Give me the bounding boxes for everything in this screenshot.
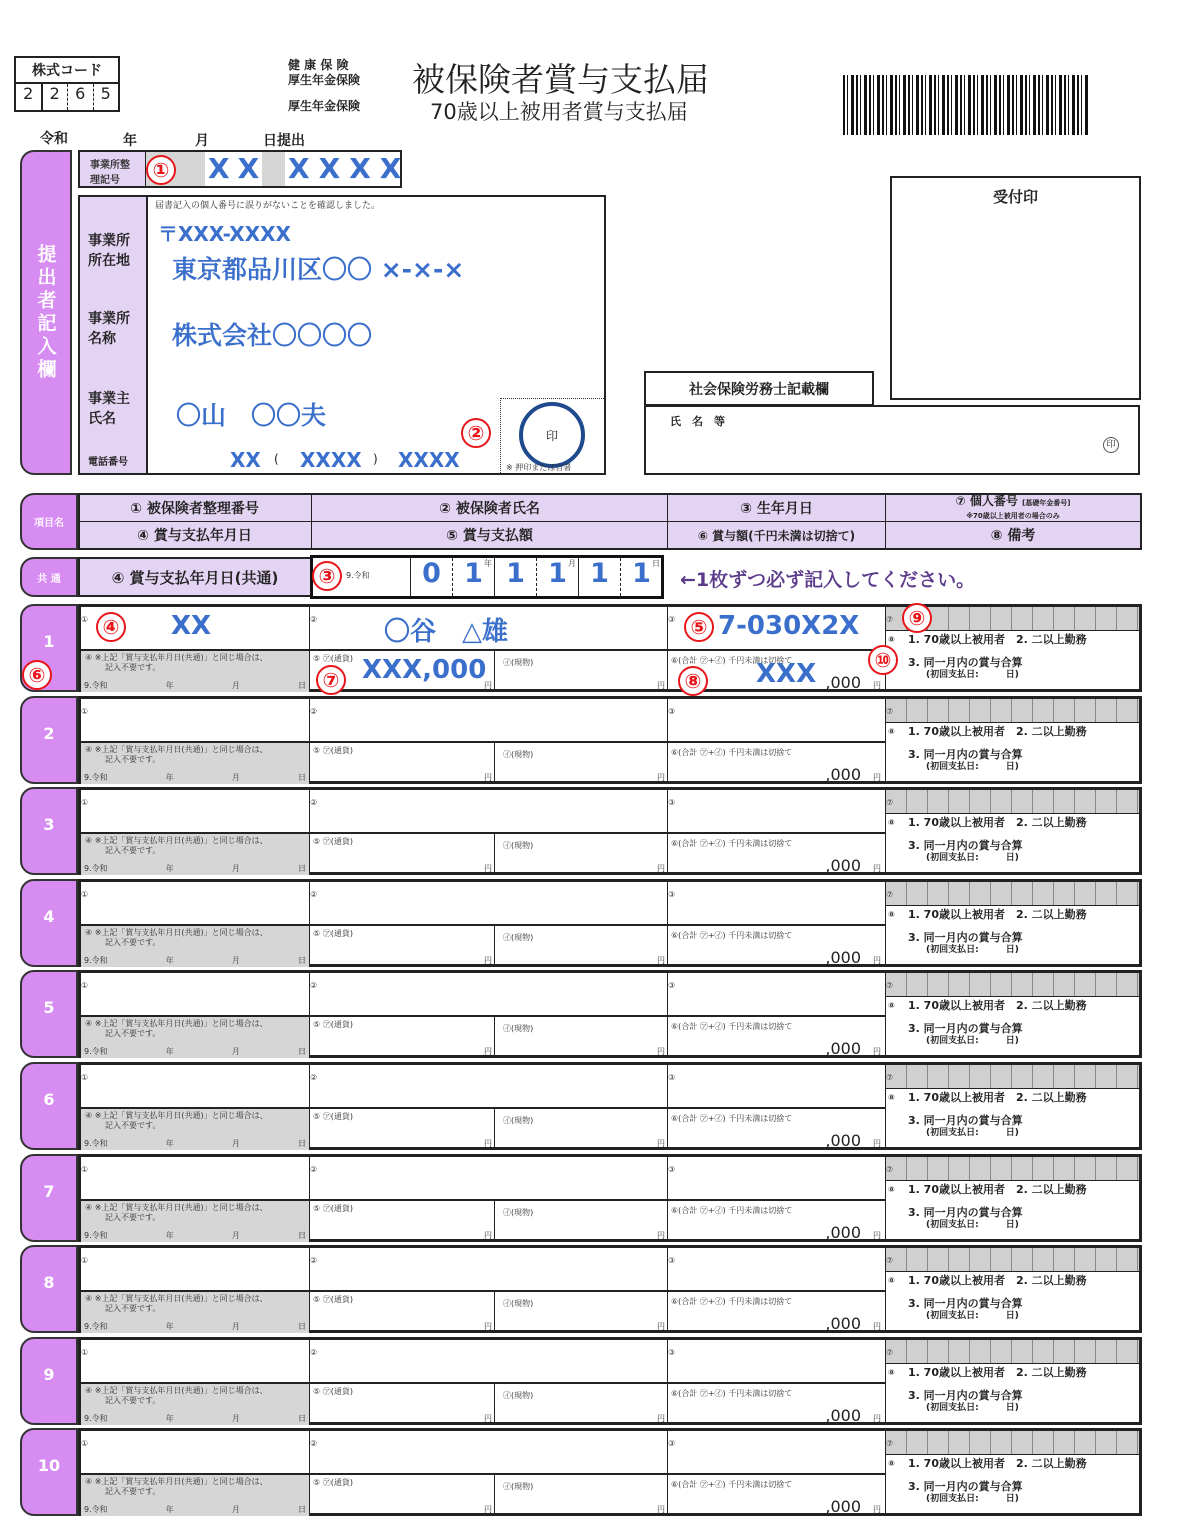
style-code-label: 株式コード [16, 58, 118, 84]
birthdate-field[interactable]: ③ [668, 1157, 886, 1201]
common-date-unit: 日 [652, 559, 660, 568]
insured-name-value: 〇谷 △雄 [384, 617, 508, 647]
row-number-tab: 10 [20, 1428, 78, 1516]
bonus-date-field[interactable]: ④ ※上記「賞与支払年月日(共通)」と同じ場合は、 記入不要です。 9.令和 年 月 日 [81, 1384, 310, 1425]
bonus-goods-field[interactable]: ㋑(現物) 円 [495, 1292, 668, 1333]
common-date-label: ④ 賞与支払年月日(共通) [78, 557, 312, 597]
row-number-tab: 6 [20, 1062, 78, 1150]
remarks-field[interactable]: ⑧ 1. 70歳以上被用者 2. 二以上勤務 3. 同一月内の賞与合算 (初回支払日: 日) [888, 816, 1087, 863]
insured-name-field[interactable]: ② 〇谷 △雄 [310, 607, 668, 651]
insured-number-field[interactable]: ① [81, 1431, 310, 1475]
bonus-total-value: XXX [756, 659, 817, 689]
bonus-goods-field[interactable]: ㋑(現物) 円 [495, 651, 668, 692]
office-code-part2: XXXX [288, 152, 411, 185]
common-date-digit[interactable]: 0 [410, 558, 452, 596]
bonus-date-field[interactable]: ④ ※上記「賞与支払年月日(共通)」と同じ場合は、 記入不要です。 9.令和 年 月 日 [81, 926, 310, 967]
bonus-cash-field[interactable]: ⑤ ㋐(通貨) 円 [310, 1475, 495, 1516]
insured-name-field[interactable]: ② [310, 1065, 668, 1109]
insured-name-field[interactable]: ② [310, 1431, 668, 1475]
bonus-date-field[interactable]: ④ ※上記「賞与支払年月日(共通)」と同じ場合は、 記入不要です。 9.令和 年 月 日 [81, 1292, 310, 1333]
common-date-digit[interactable]: 1 [494, 558, 536, 596]
insurance-type: 厚生年金保険 [288, 99, 361, 113]
bonus-total-field[interactable]: ⑥(合計 ㋐+㋑) 千円未満は切捨て ,000 円 [668, 1475, 886, 1516]
reception-label: 受付印 [992, 188, 1038, 206]
bonus-total-field[interactable]: ⑥(合計 ㋐+㋑) 千円未満は切捨て ,000 円 [668, 743, 886, 784]
personal-number-field[interactable]: ⑦ [886, 790, 1139, 814]
insurance-types [288, 58, 360, 114]
office-code-part1: XX [208, 152, 268, 185]
phone-paren: ( [274, 452, 279, 466]
bonus-total-field[interactable]: ⑥(合計 ㋐+㋑) 千円未満は切捨て ,000 円 [668, 1292, 886, 1333]
birthdate-field[interactable]: ③ [668, 882, 886, 926]
style-code-digit: 2 [16, 84, 43, 110]
annotation-8: ⑧ [678, 666, 708, 696]
style-code-digit: 5 [100, 84, 111, 103]
bonus-total-field[interactable]: ⑥(合計 ㋐+㋑) 千円未満は切捨て ,000 円 [668, 834, 886, 875]
personal-number-field[interactable]: ⑦ [886, 1065, 1139, 1089]
remarks-field[interactable]: ⑧ 1. 70歳以上被用者 2. 二以上勤務 3. 同一月内の賞与合算 (初回支払日: 日) [888, 1366, 1087, 1413]
annotation-7: ⑦ [316, 665, 346, 695]
insured-name-field[interactable]: ② [310, 1157, 668, 1201]
annotation-5: ⑤ [684, 612, 714, 642]
insured-number-field[interactable]: ① [81, 1065, 310, 1109]
bonus-goods-field[interactable]: ㋑(現物) 円 [495, 1384, 668, 1425]
header-bonus-amount: ⑤ 賞与支払額 [312, 522, 668, 548]
birthdate-field[interactable]: ③ [668, 699, 886, 743]
common-tab: 共 通 [20, 557, 78, 597]
barcode [843, 75, 1090, 135]
insured-number-field[interactable]: ① XX [81, 607, 310, 651]
bonus-cash-field[interactable]: ⑤ ㋐(通貨) 円 [310, 834, 495, 875]
annotation-3: ③ [312, 561, 342, 591]
common-date-digit[interactable]: 1 [578, 558, 620, 596]
bonus-cash-field[interactable]: ⑤ ㋐(通貨) XXX,000 円 [310, 651, 495, 692]
postal-code[interactable]: 〒XXX-XXXX [158, 222, 291, 246]
birthdate-field[interactable]: ③ [668, 973, 886, 1017]
bonus-cash-field[interactable]: ⑤ ㋐(通貨) 円 [310, 1292, 495, 1333]
birthdate-field[interactable]: ③ [668, 1431, 886, 1475]
company-label: 事業所名称 [88, 311, 130, 347]
header-bonus-total: ⑥ 賞与額(千円未満は切捨て) [668, 522, 886, 548]
office-code-label: 事業所整理記号 [80, 152, 146, 186]
address-label: 事業所所在地 [88, 233, 130, 269]
bonus-total-field[interactable]: ⑥(合計 ㋐+㋑) 千円未満は切捨て ,000 円 [668, 1201, 886, 1242]
annotation-6: ⑥ [22, 660, 52, 690]
header-personal-number: ⑦ 個人番号 [基礎年金番号] ※70歳以上被用者の場合のみ [886, 495, 1140, 522]
bonus-goods-field[interactable]: ㋑(現物) 円 [495, 1109, 668, 1150]
header-birthdate: ③ 生年月日 [668, 495, 886, 522]
sharoushi-seal: 印 [1103, 437, 1119, 453]
remarks-field[interactable]: ⑧ 1. 70歳以上被用者 2. 二以上勤務 3. 同一月内の賞与合算 (初回支払日: 日) [888, 908, 1087, 955]
header-insured-name: ② 被保険者氏名 [312, 495, 668, 522]
birthdate-field[interactable]: ③ [668, 790, 886, 834]
annotation-2: ② [461, 418, 491, 448]
insured-name-field[interactable]: ② [310, 1340, 668, 1384]
owner-label: 事業主氏名 [88, 391, 130, 427]
bonus-goods-field[interactable]: ㋑(現物) 円 [495, 1201, 668, 1242]
personal-number-field[interactable]: ⑦ [886, 1157, 1139, 1181]
insurance-type: 厚生年金保険 [288, 73, 361, 87]
bonus-cash-value: XXX,000 [362, 655, 487, 685]
bonus-date-field[interactable]: ④ ※上記「賞与支払年月日(共通)」と同じ場合は、 記入不要です。 9.令和 年 月 日 [81, 1475, 310, 1516]
submit-year-label: 年 [123, 133, 137, 149]
phone-area[interactable]: XX [230, 448, 261, 472]
remarks-field[interactable]: ⑧ 1. 70歳以上被用者 2. 二以上勤務 3. 同一月内の賞与合算 (初回支払日: 日) [888, 999, 1087, 1046]
insured-number-field[interactable]: ① [81, 1157, 310, 1201]
bonus-date-field[interactable]: ④ ※上記「賞与支払年月日(共通)」と同じ場合は、 記入不要です。 9.令和 年 月 日 [81, 1017, 310, 1058]
insured-name-field[interactable]: ② [310, 882, 668, 926]
row-number-tab: 3 [20, 787, 78, 875]
form-subtitle: 70歳以上被用者賞与支払届 [430, 100, 688, 124]
address-value[interactable]: 東京都品川区〇〇 ×-×-× [172, 255, 465, 284]
birthdate-field[interactable]: ③ [668, 1065, 886, 1109]
submit-day-label: 日提出 [263, 133, 305, 149]
bonus-cash-field[interactable]: ⑤ ㋐(通貨) 円 [310, 926, 495, 967]
insured-name-field[interactable]: ② [310, 973, 668, 1017]
common-date-digit[interactable]: 1 [620, 558, 662, 596]
row-number-tab: 5 [20, 970, 78, 1058]
annotation-4: ④ [96, 612, 126, 642]
row-number-tab: 2 [20, 696, 78, 784]
row-number-tab: 1 [20, 604, 78, 692]
insured-number-field[interactable]: ① [81, 699, 310, 743]
bonus-goods-field[interactable]: ㋑(現物) 円 [495, 1475, 668, 1516]
insured-number-field[interactable]: ① [81, 1248, 310, 1292]
owner-value[interactable]: 〇山 〇〇夫 [176, 401, 327, 430]
bonus-cash-field[interactable]: ⑤ ㋐(通貨) 円 [310, 743, 495, 784]
form-title: 被保険者賞与支払届 [412, 60, 709, 99]
bonus-cash-field[interactable]: ⑤ ㋐(通貨) 円 [310, 1109, 495, 1150]
personal-number-field[interactable]: ⑦ [886, 1431, 1139, 1455]
bonus-cash-field[interactable]: ⑤ ㋐(通貨) 円 [310, 1017, 495, 1058]
seal-note: ※ 押印または自署 [506, 463, 572, 472]
common-note: ←1枚ずつ必ず記入してください。 [680, 569, 976, 591]
personal-number-field[interactable]: ⑦ [886, 607, 1139, 631]
insured-name-field[interactable]: ② [310, 699, 668, 743]
insured-number-field[interactable]: ① [81, 882, 310, 926]
reception-stamp-box [890, 176, 1141, 400]
personal-number-field[interactable]: ⑦ [886, 1340, 1139, 1364]
bonus-date-field[interactable]: ④ ※上記「賞与支払年月日(共通)」と同じ場合は、 記入不要です。 9.令和 年 月 日 [81, 651, 310, 692]
style-code-digit: 6 [68, 84, 94, 110]
annotation-9: ⑨ [902, 603, 932, 633]
bonus-total-field[interactable]: ⑥(合計 ㋐+㋑) 千円未満は切捨て ,000 円 [668, 1017, 886, 1058]
bonus-total-field[interactable]: ⑥(合計 ㋐+㋑) 千円未満は切捨て ,000 円 [668, 1109, 886, 1150]
confirmation-notice: 届書記入の個人番号に誤りがないことを確認しました。 [155, 201, 381, 211]
sharoushi-label: 社会保険労務士記載欄 [644, 371, 874, 406]
phone-local[interactable]: XXXX [300, 448, 362, 472]
insured-name-field[interactable]: ② [310, 1248, 668, 1292]
personal-number-field[interactable]: ⑦ [886, 973, 1139, 997]
remarks-field[interactable]: ⑧ 1. 70歳以上被用者 2. 二以上勤務 3. 同一月内の賞与合算 (初回支払日: 日) [888, 1457, 1087, 1504]
birthdate-field[interactable]: ③ 7-030X2X [668, 607, 886, 651]
style-code-box [14, 56, 120, 112]
header-insured-number: ① 被保険者整理番号 [78, 495, 312, 522]
common-date-unit: 月 [568, 559, 576, 568]
annotation-10: ⑩ [868, 645, 898, 675]
insured-number-field[interactable]: ① [81, 790, 310, 834]
bonus-date-field[interactable]: ④ ※上記「賞与支払年月日(共通)」と同じ場合は、 記入不要です。 9.令和 年 月 日 [81, 1201, 310, 1242]
common-date-digit[interactable]: 1 [452, 558, 494, 596]
submit-era: 令和 [40, 131, 68, 147]
seal-stamp [519, 402, 585, 468]
header-tab: 項目名 [20, 493, 78, 550]
bonus-cash-field[interactable]: ⑤ ㋐(通貨) 円 [310, 1201, 495, 1242]
sharoushi-name-label: 氏 名 等 [670, 415, 725, 428]
row-number-tab: 8 [20, 1245, 78, 1333]
personal-number-field[interactable]: ⑦ [886, 882, 1139, 906]
row-number-tab: 7 [20, 1154, 78, 1242]
annotation-1: ① [146, 155, 176, 185]
remarks-field[interactable]: ⑧ 1. 70歳以上被用者 2. 二以上勤務 3. 同一月内の賞与合算 (初回支払日: 日) [888, 1274, 1087, 1321]
common-date-unit: 年 [484, 559, 492, 568]
phone-number[interactable]: XXXX [398, 448, 460, 472]
common-era: 9.令和 [346, 571, 370, 580]
seal-mark: 印 [545, 428, 558, 443]
remarks-field[interactable]: ⑧ 1. 70歳以上被用者 2. 二以上勤務 3. 同一月内の賞与合算 (初回支払日: 日) [888, 1183, 1087, 1230]
common-date-digit[interactable]: 1 [536, 558, 578, 596]
submitter-tab: 提出者記入欄 [20, 150, 72, 475]
bonus-date-field[interactable]: ④ ※上記「賞与支払年月日(共通)」と同じ場合は、 記入不要です。 9.令和 年 月 日 [81, 1109, 310, 1150]
bonus-total-field[interactable]: ⑥(合計 ㋐+㋑) 千円未満は切捨て ,000 円 [668, 926, 886, 967]
row-number-tab: 4 [20, 879, 78, 967]
header-remarks: ⑧ 備考 [990, 528, 1036, 544]
insured-number-field[interactable]: ① [81, 973, 310, 1017]
remarks-field[interactable]: ⑧ 1. 70歳以上被用者 2. 二以上勤務 3. 同一月内の賞与合算 (初回支払日: 日) [888, 633, 1087, 680]
insured-name-field[interactable]: ② [310, 790, 668, 834]
row-number-tab: 9 [20, 1337, 78, 1425]
personal-number-field[interactable]: ⑦ [886, 699, 1139, 723]
bonus-cash-field[interactable]: ⑤ ㋐(通貨) 円 [310, 1384, 495, 1425]
personal-number-field[interactable]: ⑦ [886, 1248, 1139, 1272]
style-code-digit: 2 [43, 84, 69, 110]
company-value[interactable]: 株式会社〇〇〇〇 [172, 321, 373, 350]
submit-month-label: 月 [195, 133, 209, 149]
insured-number-field[interactable]: ① [81, 1340, 310, 1384]
birthdate-value: 7-030X2X [718, 611, 860, 641]
insured-number-value: XX [171, 611, 212, 641]
phone-paren: ) [373, 452, 378, 466]
bonus-date-field[interactable]: ④ ※上記「賞与支払年月日(共通)」と同じ場合は、 記入不要です。 9.令和 年 月 日 [81, 834, 310, 875]
bonus-goods-field[interactable]: ㋑(現物) 円 [495, 743, 668, 784]
insurance-type: 健 康 保 険 [288, 58, 349, 72]
bonus-goods-field[interactable]: ㋑(現物) 円 [495, 834, 668, 875]
bonus-date-field[interactable]: ④ ※上記「賞与支払年月日(共通)」と同じ場合は、 記入不要です。 9.令和 年 月 日 [81, 743, 310, 784]
bonus-total-field[interactable]: ⑥(合計 ㋐+㋑) 千円未満は切捨て XXX ,000 円 [668, 651, 886, 692]
bonus-total-field[interactable]: ⑥(合計 ㋐+㋑) 千円未満は切捨て ,000 円 [668, 1384, 886, 1425]
bonus-goods-field[interactable]: ㋑(現物) 円 [495, 1017, 668, 1058]
remarks-field[interactable]: ⑧ 1. 70歳以上被用者 2. 二以上勤務 3. 同一月内の賞与合算 (初回支払日: 日) [888, 1091, 1087, 1138]
bonus-goods-field[interactable]: ㋑(現物) 円 [495, 926, 668, 967]
birthdate-field[interactable]: ③ [668, 1248, 886, 1292]
birthdate-field[interactable]: ③ [668, 1340, 886, 1384]
phone-label: 電話番号 [88, 457, 128, 468]
header-bonus-date: ④ 賞与支払年月日 [78, 522, 312, 548]
remarks-field[interactable]: ⑧ 1. 70歳以上被用者 2. 二以上勤務 3. 同一月内の賞与合算 (初回支払日: 日) [888, 725, 1087, 772]
